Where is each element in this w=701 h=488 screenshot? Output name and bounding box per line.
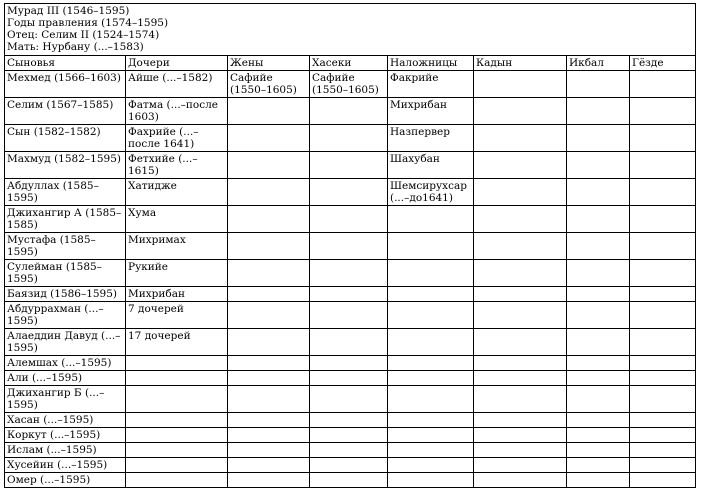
- cell-ikbal: [567, 473, 630, 488]
- cell-daughters: [126, 443, 228, 458]
- cell-haseki: [310, 302, 388, 329]
- table-row: [5, 473, 696, 488]
- cell-kadin: [474, 356, 567, 371]
- cell-kadin: [474, 302, 567, 329]
- table-row: [5, 413, 696, 428]
- cell-kadin: [474, 260, 567, 287]
- table-row: [5, 329, 696, 356]
- cell-concubines: [388, 329, 474, 356]
- cell-daughters: Фетхийе (...–1615): [126, 152, 228, 179]
- cell-concubines: [388, 458, 474, 473]
- cell-daughters: [126, 371, 228, 386]
- table-row: [5, 152, 696, 179]
- cell-haseki: [310, 287, 388, 302]
- table-row: [5, 386, 696, 413]
- table-row: [5, 125, 696, 152]
- cell-kadin: [474, 371, 567, 386]
- cell-gozde: [630, 233, 696, 260]
- family-table: [4, 3, 696, 488]
- cell-daughters: Михримах: [126, 233, 228, 260]
- cell-concubines: [388, 287, 474, 302]
- col-header-concubines: Наложницы: [388, 56, 474, 71]
- cell-sons: Хусейин (...–1595): [5, 458, 126, 473]
- header-row: [5, 4, 696, 56]
- cell-kadin: [474, 458, 567, 473]
- cell-ikbal: [567, 179, 630, 206]
- cell-concubines: [388, 473, 474, 488]
- cell-daughters: Фахрийе (...–после 1641): [126, 125, 228, 152]
- cell-haseki: [310, 179, 388, 206]
- cell-kadin: [474, 473, 567, 488]
- cell-concubines: [388, 386, 474, 413]
- cell-wives: [228, 125, 310, 152]
- cell-sons: Баязид (1586–1595): [5, 287, 126, 302]
- cell-gozde: [630, 371, 696, 386]
- cell-sons: Джихангир Б (...–1595): [5, 386, 126, 413]
- cell-sons: Алемшах (...–1595): [5, 356, 126, 371]
- table-row: [5, 302, 696, 329]
- cell-daughters: Айше (...–1582): [126, 71, 228, 98]
- cell-daughters: Михрибан: [126, 287, 228, 302]
- cell-concubines: Михрибан: [388, 98, 474, 125]
- table-row: [5, 287, 696, 302]
- cell-ikbal: [567, 428, 630, 443]
- cell-kadin: [474, 386, 567, 413]
- cell-concubines: Шемсирухсар (...–до1641): [388, 179, 474, 206]
- col-header-kadin: Кадын: [474, 56, 567, 71]
- cell-kadin: [474, 233, 567, 260]
- cell-daughters: [126, 413, 228, 428]
- cell-ikbal: [567, 329, 630, 356]
- cell-kadin: [474, 443, 567, 458]
- cell-sons: Мустафа (1585–1595): [5, 233, 126, 260]
- table-row: [5, 206, 696, 233]
- cell-ikbal: [567, 152, 630, 179]
- column-header-row: [5, 56, 696, 71]
- cell-wives: [228, 413, 310, 428]
- cell-sons: Али (...–1595): [5, 371, 126, 386]
- header-cell: [5, 4, 696, 56]
- cell-kadin: [474, 152, 567, 179]
- cell-ikbal: [567, 206, 630, 233]
- cell-concubines: [388, 233, 474, 260]
- cell-wives: [228, 386, 310, 413]
- cell-kadin: [474, 71, 567, 98]
- cell-gozde: [630, 413, 696, 428]
- cell-wives: [228, 302, 310, 329]
- cell-sons: Сын (1582–1582): [5, 125, 126, 152]
- cell-haseki: [310, 413, 388, 428]
- cell-haseki: [310, 473, 388, 488]
- table-row: [5, 371, 696, 386]
- cell-haseki: [310, 329, 388, 356]
- cell-gozde: [630, 98, 696, 125]
- cell-concubines: Назпервер: [388, 125, 474, 152]
- table-row: [5, 443, 696, 458]
- cell-haseki: [310, 125, 388, 152]
- table-row: [5, 428, 696, 443]
- cell-wives: [228, 260, 310, 287]
- cell-concubines: [388, 428, 474, 443]
- table-row: [5, 356, 696, 371]
- col-header-sons: Сыновья: [5, 56, 126, 71]
- col-header-gozde: Гёзде: [630, 56, 696, 71]
- cell-gozde: [630, 386, 696, 413]
- cell-haseki: [310, 458, 388, 473]
- cell-concubines: [388, 443, 474, 458]
- cell-haseki: [310, 98, 388, 125]
- family-table-container: [4, 3, 695, 488]
- cell-gozde: [630, 428, 696, 443]
- cell-gozde: [630, 329, 696, 356]
- cell-sons: Хасан (...–1595): [5, 413, 126, 428]
- cell-daughters: Фатма (...–после 1603): [126, 98, 228, 125]
- cell-sons: Абдуллах (1585–1595): [5, 179, 126, 206]
- cell-haseki: [310, 233, 388, 260]
- cell-wives: [228, 443, 310, 458]
- cell-gozde: [630, 152, 696, 179]
- cell-wives: [228, 473, 310, 488]
- cell-sons: Сулейман (1585–1595): [5, 260, 126, 287]
- cell-gozde: [630, 356, 696, 371]
- cell-haseki: [310, 428, 388, 443]
- cell-ikbal: [567, 371, 630, 386]
- cell-haseki: [310, 371, 388, 386]
- cell-sons: Мехмед (1566–1603): [5, 71, 126, 98]
- cell-ikbal: [567, 413, 630, 428]
- reign-years: Годы правления (1574–1595): [7, 17, 169, 29]
- cell-gozde: [630, 125, 696, 152]
- cell-gozde: [630, 443, 696, 458]
- cell-gozde: [630, 206, 696, 233]
- cell-wives: [228, 179, 310, 206]
- table-row: [5, 458, 696, 473]
- cell-sons: Коркут (...–1595): [5, 428, 126, 443]
- cell-kadin: [474, 413, 567, 428]
- cell-daughters: Хатидже: [126, 179, 228, 206]
- col-header-wives: Жены: [228, 56, 310, 71]
- cell-sons: Омер (...–1595): [5, 473, 126, 488]
- cell-wives: [228, 98, 310, 125]
- cell-haseki: [310, 206, 388, 233]
- cell-haseki: [310, 356, 388, 371]
- cell-haseki: [310, 443, 388, 458]
- cell-gozde: [630, 458, 696, 473]
- cell-wives: [228, 206, 310, 233]
- cell-daughters: 7 дочерей: [126, 302, 228, 329]
- cell-gozde: [630, 71, 696, 98]
- cell-ikbal: [567, 443, 630, 458]
- cell-concubines: [388, 413, 474, 428]
- cell-wives: [228, 329, 310, 356]
- cell-kadin: [474, 428, 567, 443]
- cell-haseki: [310, 260, 388, 287]
- cell-ikbal: [567, 302, 630, 329]
- cell-gozde: [630, 302, 696, 329]
- cell-wives: [228, 152, 310, 179]
- cell-sons: Абдуррахман (...–1595): [5, 302, 126, 329]
- cell-haseki: [310, 386, 388, 413]
- cell-kadin: [474, 125, 567, 152]
- cell-concubines: Шахубан: [388, 152, 474, 179]
- cell-daughters: [126, 473, 228, 488]
- cell-gozde: [630, 260, 696, 287]
- table-row: [5, 98, 696, 125]
- cell-haseki: [310, 152, 388, 179]
- col-header-haseki: Хасеки: [310, 56, 388, 71]
- cell-sons: Алаеддин Давуд (...–1595): [5, 329, 126, 356]
- cell-ikbal: [567, 125, 630, 152]
- cell-concubines: [388, 260, 474, 287]
- cell-daughters: 17 дочерей: [126, 329, 228, 356]
- mother: Мать: Нурбану (...–1583): [7, 41, 144, 53]
- cell-ikbal: [567, 287, 630, 302]
- table-row: [5, 233, 696, 260]
- cell-kadin: [474, 287, 567, 302]
- cell-wives: [228, 233, 310, 260]
- table-row: [5, 179, 696, 206]
- table-row: [5, 71, 696, 98]
- cell-sons: Ислам (...–1595): [5, 443, 126, 458]
- cell-haseki: Сафийе (1550–1605): [310, 71, 388, 98]
- cell-concubines: Факрийе: [388, 71, 474, 98]
- cell-daughters: Рукийе: [126, 260, 228, 287]
- cell-sons: Селим (1567–1585): [5, 98, 126, 125]
- cell-daughters: [126, 458, 228, 473]
- cell-ikbal: [567, 71, 630, 98]
- cell-ikbal: [567, 356, 630, 371]
- table-row: [5, 260, 696, 287]
- cell-ikbal: [567, 98, 630, 125]
- cell-kadin: [474, 179, 567, 206]
- cell-wives: [228, 371, 310, 386]
- cell-gozde: [630, 179, 696, 206]
- cell-concubines: [388, 371, 474, 386]
- cell-concubines: [388, 302, 474, 329]
- cell-ikbal: [567, 386, 630, 413]
- cell-kadin: [474, 206, 567, 233]
- cell-wives: [228, 458, 310, 473]
- cell-ikbal: [567, 260, 630, 287]
- cell-daughters: [126, 428, 228, 443]
- cell-wives: Сафийе (1550–1605): [228, 71, 310, 98]
- cell-kadin: [474, 329, 567, 356]
- cell-concubines: [388, 206, 474, 233]
- cell-gozde: [630, 473, 696, 488]
- cell-wives: [228, 356, 310, 371]
- father: Отец: Селим II (1524–1574): [7, 29, 160, 41]
- cell-daughters: Хума: [126, 206, 228, 233]
- cell-sons: Махмуд (1582–1595): [5, 152, 126, 179]
- cell-wives: [228, 287, 310, 302]
- sultan-name: Мурад III (1546–1595): [7, 5, 130, 17]
- cell-sons: Джихангир А (1585–1585): [5, 206, 126, 233]
- cell-daughters: [126, 356, 228, 371]
- cell-ikbal: [567, 458, 630, 473]
- col-header-ikbal: Икбал: [567, 56, 630, 71]
- cell-concubines: [388, 356, 474, 371]
- cell-daughters: [126, 386, 228, 413]
- cell-kadin: [474, 98, 567, 125]
- cell-gozde: [630, 287, 696, 302]
- cell-ikbal: [567, 233, 630, 260]
- col-header-daughters: Дочери: [126, 56, 228, 71]
- cell-wives: [228, 428, 310, 443]
